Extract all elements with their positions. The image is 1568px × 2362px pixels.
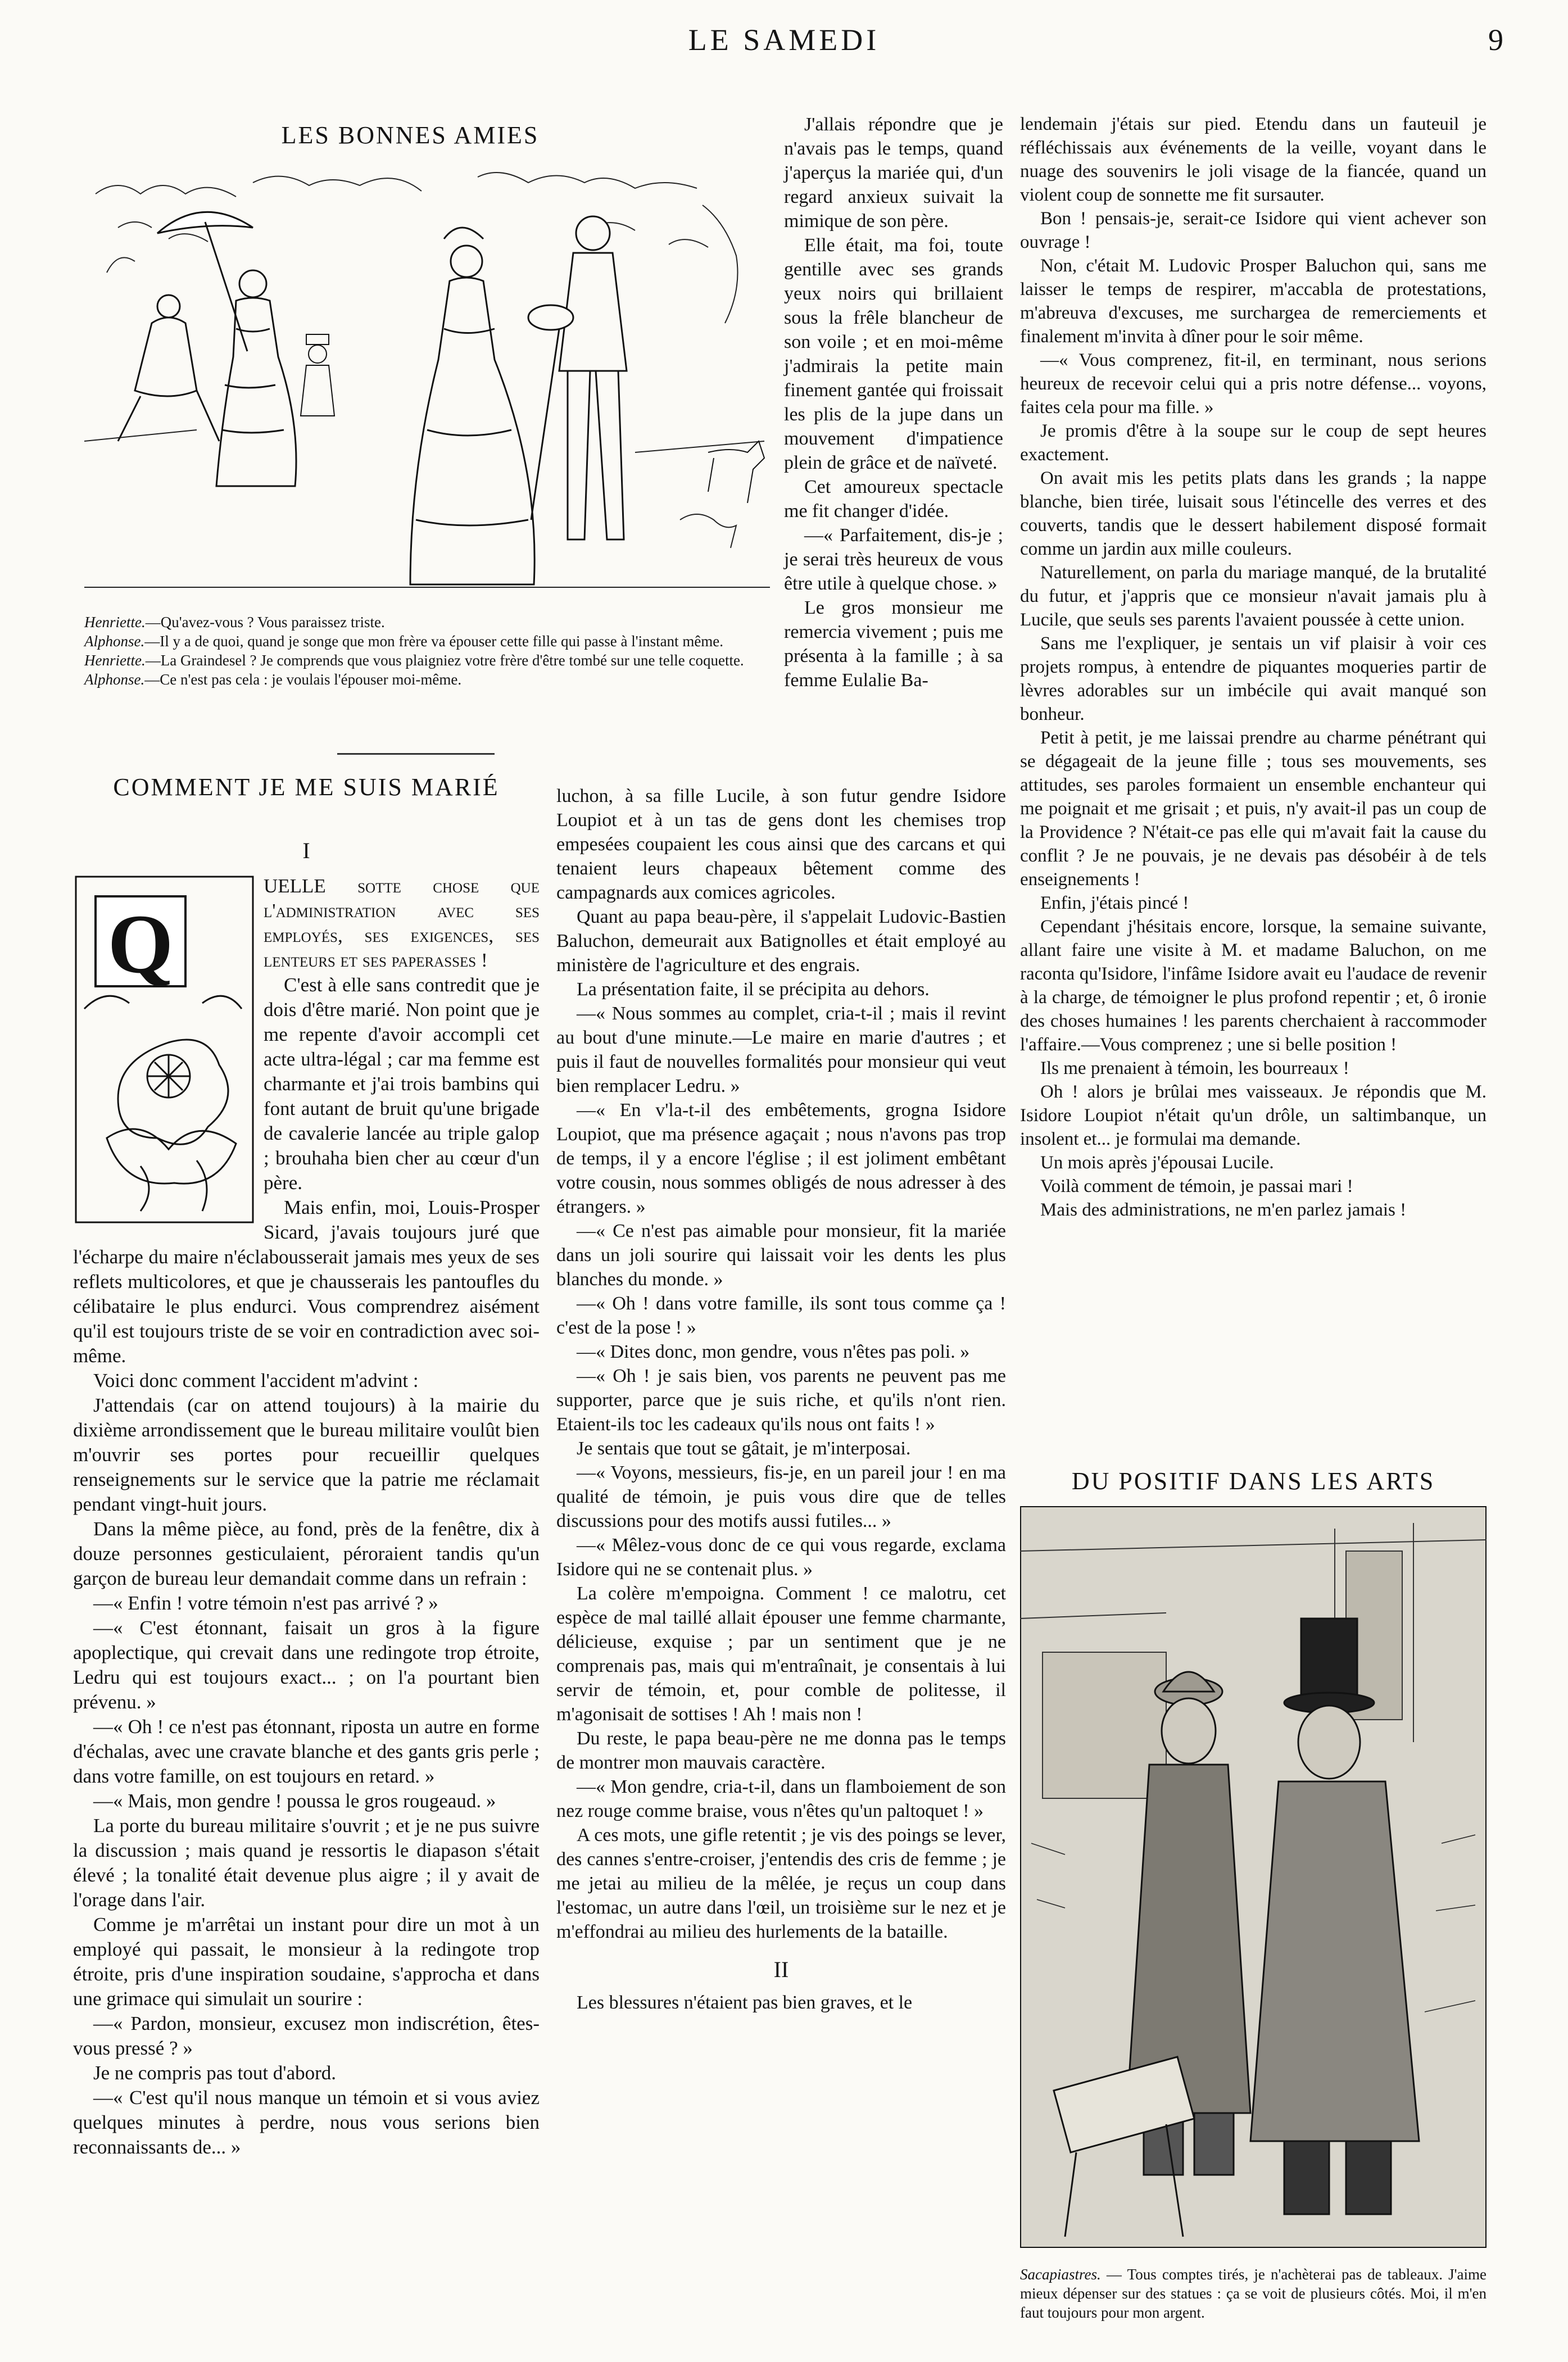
- caption-speaker: Sacapiastres.: [1020, 2266, 1101, 2283]
- caption-line: [84, 632, 776, 651]
- paragraph: —« Enfin ! votre témoin n'est pas arrivé ? »: [93, 1592, 438, 1614]
- positif-illustration: [1020, 1506, 1487, 2248]
- caption-text: — Tous comptes tirés, je n'achèterai pas de tableaux. J'aime mieux dépenser sur des statues : ça se voit de plusieurs côtés. Moi, il m'en faut toujours pour mon argent.: [1020, 2266, 1487, 2321]
- paragraph: Bon ! pensais-je, serait-ce Isidore qui vient achever son ouvrage !: [1020, 208, 1487, 252]
- paragraph: Voici donc comment l'accident m'advint :: [93, 1370, 419, 1391]
- section-divider: [337, 753, 495, 755]
- paragraph: —« C'est étonnant, faisait un gros à la figure apoplectique, qui crevait dans une redingote trop étroite, Ledru qui est toujours exact... ; on l'a pourtant bien prévenu. »: [73, 1617, 540, 1713]
- masthead: LE SAMEDI: [688, 23, 880, 57]
- paragraph: La porte du bureau militaire s'ouvrit ; et je ne pus suivre la discussion ; mais quand je ressortis le diapason s'était élevé ; la tonalité était devenue plus aigre ; il y avait de l'orage dans l'air.: [73, 1815, 540, 1911]
- page-number: 9: [1488, 23, 1503, 57]
- paragraph: —« Mais, mon gendre ! poussa le gros rougeaud. »: [93, 1790, 496, 1812]
- caption-line: [84, 670, 776, 689]
- paragraph: Le gros monsieur me remercia vivement ; puis me présenta à la famille ; à sa femme Eulalie Ba-: [784, 597, 1003, 691]
- page-header: [0, 22, 1568, 67]
- paragraph: Je ne compris pas tout d'abord.: [93, 2062, 337, 2084]
- paragraph: Ils me prenaient à témoin, les bourreaux !: [1040, 1058, 1349, 1078]
- paragraph: Je promis d'être à la soupe sur le coup de sept heures exactement.: [1020, 421, 1487, 465]
- story-title: COMMENT JE ME SUIS MARIÉ: [113, 773, 500, 801]
- caption-text: —La Graindesel ? Je comprends que vous plaigniez votre frère d'être tombé sur une telle coquette.: [145, 652, 744, 669]
- paragraph: —« Ce n'est pas aimable pour monsieur, fit la mariée dans un joli sourire qui laissait voir les dents les plus blanches du monde. »: [556, 1221, 1006, 1290]
- paragraph: —« En v'la-t-il des embêtements, grogna Isidore Loupiot, que ma présence agaçait ; nous n'avons pas trop de temps, il y a encore l'église ; il est joliment embêtant votre cousin, nous sommes obligés de nous adresser à des étrangers. »: [556, 1100, 1006, 1217]
- paragraph: —« Parfaitement, dis-je ; je serai très heureux de vous être utile à quelque chose. »: [784, 525, 1003, 594]
- paragraph: —« Oh ! dans votre famille, ils sont tous comme ça ! c'est de la pose ! »: [556, 1293, 1006, 1338]
- part-two-numeral: II: [773, 1957, 789, 1982]
- bonnes-amies-title: LES BONNES AMIES: [281, 121, 540, 149]
- paragraph: Mais enfin, moi, Louis-Prosper Sicard, j'avais toujours juré que l'écharpe du maire n'éclabousserait jamais mes yeux de ses reflets multicolores, et que je chausserais les pantoufles du célibataire le plus endurci. Vous comprendrez aisément qu'il est toujours triste de se voir en contradiction avec soi-même.: [73, 1196, 540, 1367]
- part-one-numeral: I: [302, 838, 310, 863]
- paragraph: Je sentais que tout se gâtait, je m'interposai.: [577, 1438, 911, 1459]
- paragraph: Oh ! alors je brûlai mes vaisseaux. Je répondis que M. Isidore Loupiot n'était qu'un drôle, un saltimbanque, un insolent et... je formulai ma demande.: [1020, 1082, 1487, 1149]
- paragraph: —« Vous comprenez, fit-il, en terminant, nous serions heureux de recevoir celui qui a pris notre défense... voyons, faites cela pour ma fille. »: [1020, 350, 1487, 418]
- paragraph: Petit à petit, je me laissai prendre au charme pénétrant qui se dégageait de la jeune fille ; tous ses mouvements, ses attitudes, ses paroles formaient un ensemble enchanteur qui me poignait et me grisait ; et puis, n'y avait-il pas un coup de la Providence ? N'était-ce pas elle qui m'avait fait la cause du conflit ? Je ne pouvais, je ne devais pas désobéir à de tels enseignements !: [1020, 728, 1487, 890]
- paragraph: Enfin, j'étais pincé !: [1040, 893, 1189, 913]
- positif-caption: [1020, 2265, 1487, 2322]
- bonnes-amies-caption: [84, 613, 776, 689]
- paragraph: —« Oh ! ce n'est pas étonnant, riposta un autre en forme d'échalas, avec une cravate blanche et des gants gris perle ; dans votre famille, on est toujours en retard. »: [73, 1716, 540, 1787]
- paragraph: —« Dites donc, mon gendre, vous n'êtes pas poli. »: [577, 1341, 970, 1362]
- bonnes-amies-illustration: [84, 160, 770, 601]
- paragraph: Mais des administrations, ne m'en parlez jamais !: [1040, 1200, 1407, 1220]
- paragraph: La colère m'empoigna. Comment ! ce malotru, cet espèce de mal taillé allait épouser une femme charmante, délicieuse, exquise ; par un sentiment que je ne comprenais pas, mais qui m'entraînait, je consentais à lui servir de témoin, et, pour comble de politesse, il m'agonisait de sottises ! Ah ! mais non !: [556, 1583, 1006, 1725]
- paragraph: J'attendais (car on attend toujours) à la mairie du dixième arrondissement que le bureau militaire voulût bien m'ouvrir ses portes pour recueillir quelques renseignements sur le service que la patrie me réclamait pendant vingt-huit jours.: [73, 1394, 540, 1515]
- caption-speaker: Henriette.: [84, 614, 146, 631]
- dropcap-letter: Q: [107, 897, 174, 991]
- paragraph: lendemain j'étais sur pied. Etendu dans un fauteuil je réfléchissais aux événements de la veille, voyant dans le nuage des souvenirs le joli visage de la fiancée, quand un violent coup de sonnette me fit sursauter.: [1020, 114, 1487, 205]
- paragraph: Naturellement, on parla du mariage manqué, de la brutalité du futur, et j'appris que ce monsieur n'avait jamais plu à Lucile, que seuls ses parents l'avaient poussée à cette union.: [1020, 563, 1487, 630]
- paragraph: Voilà comment de témoin, je passai mari !: [1040, 1176, 1353, 1196]
- story-column-3: [1020, 112, 1487, 1222]
- caption-speaker: Alphonse.: [84, 633, 145, 650]
- paragraph: Dans la même pièce, au fond, près de la fenêtre, dix à douze personnes gesticulaient, péroraient tandis qu'un garçon de bureau leur demandait comme dans un refrain :: [73, 1518, 540, 1589]
- paragraph: C'est à elle sans contredit que je dois d'être marié. Non point que je me repente d'avoir accompli cet acte ultra-légal ; car ma femme est charmante et j'ai trois bambins qui font autant de bruit qu'une brigade de cavalerie lancée au triple galop ; brouhaha bien cher au cœur d'un père.: [264, 974, 540, 1194]
- paragraph: J'allais répondre que je n'avais pas le temps, quand j'aperçus la mariée qui, d'un regard anxieux suivait la mimique de son père.: [784, 114, 1003, 232]
- paragraph: A ces mots, une gifle retentit ; je vis des poings se lever, des cannes s'entre-croiser, j'entendis des cris de femme ; je me jetai au milieu de la mêlée, je reçus un coup dans l'estomac, un autre dans l'œil, un troisième sur le nez et je m'effondrai au milieu des hurlements de la bataille.: [556, 1825, 1006, 1942]
- paragraph: Quant au papa beau-père, il s'appelait Ludovic-Bastien Baluchon, demeurait aux Batignolles et était employé au ministère de l'agriculture et des engrais.: [556, 906, 1006, 976]
- caption-text: —Il y a de quoi, quand je songe que mon frère va épouser cette fille qui passe à l'instant même.: [144, 633, 724, 650]
- paragraph: Sans me l'expliquer, je sentais un vif plaisir à voir ces projets rompus, à entendre de piquantes moqueries partir de lèvres adorables sur un imbécile qui avait manqué son bonheur.: [1020, 633, 1487, 724]
- caption-line: [84, 651, 776, 670]
- opening-text: UELLE sotte chose que l'administration avec ses employés, ses exigences, ses lenteurs et ses paperasses !: [264, 875, 540, 971]
- paragraph: —« Mon gendre, cria-t-il, dans un flamboiement de son nez rouge comme braise, vous n'êtes qu'un paltoquet ! »: [556, 1776, 1006, 1821]
- paragraph: Cependant j'hésitais encore, lorsque, la semaine suivante, allant faire une visite à M. et madame Baluchon, on me raconta qu'Isidore, l'infâme Isidore avait eu l'audace de revenir à la charge, de témoigner le plus profond repentir ; et, ô ironie des choses humaines ! les parents cherchaient à raccommoder l'affaire.—Vous comprenez ; une si belle position !: [1020, 917, 1487, 1055]
- caption-text: —Qu'avez-vous ? Vous paraissez triste.: [145, 614, 385, 631]
- paragraph: Les blessures n'étaient pas bien graves, et le: [577, 1992, 913, 2013]
- story-column-1: [73, 874, 540, 2160]
- paragraph: Non, c'était M. Ludovic Prosper Baluchon qui, sans me laisser le temps de respirer, m'accabla de protestations, m'abreuva d'excuses, me surchargea de remerciements et finalement m'invita à dîner pour le soir même.: [1020, 256, 1487, 347]
- paragraph: —« Oh ! je sais bien, vos parents ne peuvent pas me supporter, parce que je suis riche, et qu'ils n'ont rien. Etaient-ils toc les cadeaux qu'ils nous ont faits ! »: [556, 1366, 1006, 1435]
- caption-speaker: Alphonse.: [84, 671, 145, 688]
- paragraph: —« Mêlez-vous donc de ce qui vous regarde, exclama Isidore qui ne se contenait plus. »: [556, 1535, 1006, 1580]
- paragraph: —« Voyons, messieurs, fis-je, en un pareil jour ! en ma qualité de témoin, je puis vous dire que de telles discussions pour des motifs aussi futiles... »: [556, 1462, 1006, 1531]
- paragraph: La présentation faite, il se précipita au dehors.: [577, 979, 930, 1000]
- paragraph: —« Pardon, monsieur, excusez mon indiscrétion, êtes-vous pressé ? »: [73, 2012, 540, 2059]
- paragraph: —« Nous sommes au complet, cria-t-il ; mais il revint au bout d'une minute.—Le maire en marie d'autres ; et puis il faut de nouvelles formalités pour monsieur qui veut bien remplacer Ledru. »: [556, 1003, 1006, 1096]
- paragraph: On avait mis les petits plats dans les grands ; la nappe blanche, bien tirée, luisait sous l'étincelle des verres et des couverts, tandis que le dessert habilement disposé formait comme un jardin aux mille couleurs.: [1020, 468, 1487, 559]
- dropcap-ornament: [73, 874, 256, 1225]
- paragraph: Comme je m'arrêtai un instant pour dire un mot à un employé qui passait, le monsieur à la redingote trop étroite, pris d'une inspiration soudaine, s'approcha et dans une grimace qui simulait un sourire :: [73, 1914, 540, 2010]
- story-column-2-top: [784, 112, 1003, 692]
- paragraph: —« C'est qu'il nous manque un témoin et si vous aviez quelques minutes à perdre, nous vous serions bien reconnaissants de... »: [73, 2087, 540, 2158]
- caption-line: [84, 613, 776, 632]
- paragraph: luchon, à sa fille Lucile, à son futur gendre Isidore Loupiot et à un tas de gens dont les chemises trop empesées coupaient les cous ainsi que des carcans et qui tenaient leurs chapeaux bêtement comme des campagnards aux comices agricoles.: [556, 786, 1006, 903]
- paragraph: Un mois après j'épousai Lucile.: [1040, 1153, 1274, 1173]
- positif-title: DU POSITIF DANS LES ARTS: [1071, 1467, 1435, 1495]
- paragraph: Cet amoureux spectacle me fit changer d'idée.: [784, 477, 1003, 522]
- caption-speaker: Henriette.: [84, 652, 146, 669]
- story-column-2: [556, 784, 1006, 2015]
- caption-line: [1020, 2265, 1487, 2322]
- paragraph: Du reste, le papa beau-père ne me donna pas le temps de montrer mon mauvais caractère.: [556, 1728, 1006, 1773]
- caption-text: —Ce n'est pas cela : je voulais l'épouser moi-même.: [144, 671, 462, 688]
- paragraph: Elle était, ma foi, toute gentille avec ses grands yeux noirs qui brillaient sous la frêle blancheur de son voile ; et en moi-même j'admirais la petite main finement gantée qui froissait les plis de la jupe dans un mouvement d'impatience plein de grâce et de naïveté.: [784, 235, 1003, 473]
